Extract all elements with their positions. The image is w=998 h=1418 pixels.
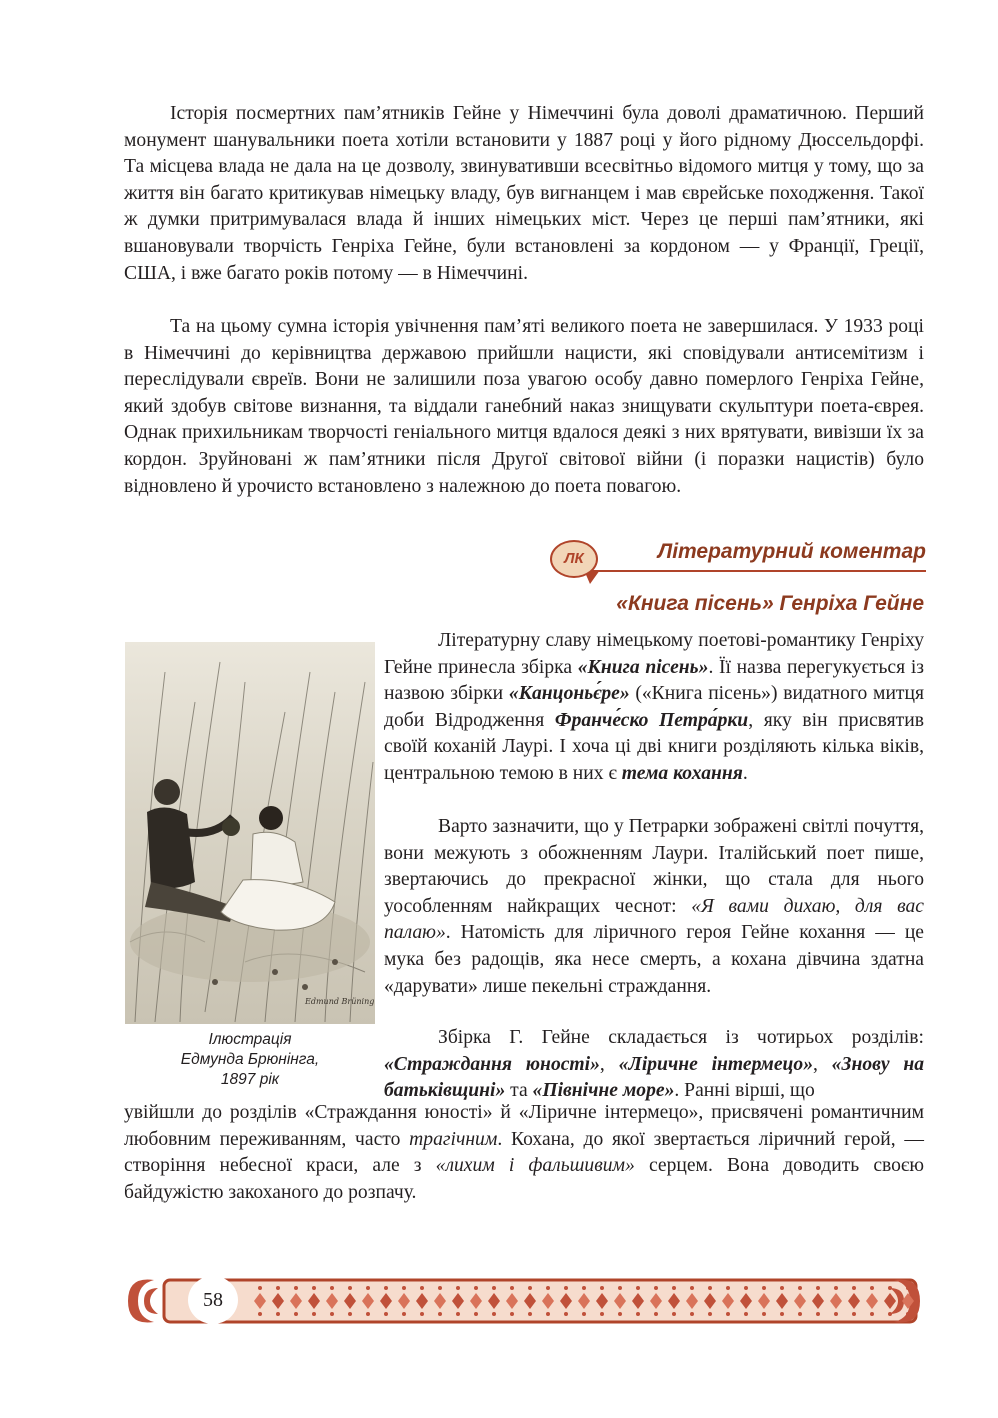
text-run: . Її назва перегукується із назвою збірки [384,656,925,705]
ornament-dot [834,1312,838,1316]
ornament-dot [690,1312,694,1316]
ornament-dot [762,1312,766,1316]
continuation-paragraph [124,1100,924,1206]
ornament-dot [834,1286,838,1290]
emphasis: трагічним [409,1128,498,1150]
text-run: . [742,762,748,784]
author-name: Франче́ско Петра́рки [554,709,749,731]
section-underline [594,570,926,572]
illustration-image [125,642,375,1024]
side-paragraph-3 [384,1025,924,1105]
ornament-dot [546,1286,550,1290]
ornamental-footer [124,1272,924,1330]
ornament-dot [888,1286,892,1290]
text-run: увійшли до розділів «Страждання юності» й «Ліричне інтермецо», присвячені романтичним любовним переживанням, часто [124,1102,924,1150]
ornament-dot [528,1286,532,1290]
ornament-dot [384,1312,388,1316]
theme-term: тема кохання [621,762,743,784]
text-run: , [599,1053,619,1075]
ornament-dot [312,1286,316,1290]
ornament-dot [420,1286,424,1290]
ornament-dot [492,1312,496,1316]
ornament-dot [438,1286,442,1290]
ornament-dot [384,1286,388,1290]
text-run: Варто зазначити, що у Петрарки зображені світлі почуття, вони межують з обожненням Лаури. Італійський поет пише, звертаючись до прекрасної жінки, що стала для нього уособленням найкращих чеснот: [384,816,924,917]
paragraph-1: Історія посмертних пам’ятників Гейне у Німеччині була доволі драматичною. Перший монумент шанувальники поета хотіли встановити у 1887 році у його рідному Дюссельдорфі. Та місцева влада не дала на це дозволу, звинувативши всесвітньо відомого митця у тому, що за життя він багато критикував німецьку владу, був вигнанцем і мав єврейське походження. Такої ж думки притримувалася влада й інших німецьких міст. Через це перші пам’ятники, які вшановували творчість Генріха Гейне, були встановлені за кордоном — у Франції, Греції, США, і вже багато років потому — в Німеччині. [124,103,924,284]
page-number: 58 [188,1276,238,1324]
ornament-dot [852,1312,856,1316]
ornament-dot [816,1312,820,1316]
ornament-dot [600,1286,604,1290]
ornament-dot [258,1312,262,1316]
section-title: Літературний коментар [657,540,926,563]
ornament-dot [258,1286,262,1290]
chapter-title: «Знову на батьківщині» [384,1053,924,1102]
ornament-dot [654,1312,658,1316]
ornament-dot [420,1312,424,1316]
ornament-dot [780,1312,784,1316]
ornament-dot [366,1312,370,1316]
ornament-dot [744,1312,748,1316]
ornament-dot [564,1312,568,1316]
ornament-dot [564,1286,568,1290]
ornament-dot [888,1312,892,1316]
ornament-dot [402,1286,406,1290]
text-run: . Натомість для ліричного героя Гейне кохання — це мука без радощів, яка несе смерть, а кохана дівчина здатна «дарувати» лише пекельні страждання. [384,922,924,997]
ornament-dot [636,1312,640,1316]
ornament-dot [474,1286,478,1290]
side-paragraph-1 [384,628,924,788]
ornament-dot [798,1312,802,1316]
ornament-dot [708,1312,712,1316]
chapter-title: «Страждання юності» [384,1053,600,1075]
text-run: . Ранні вірші, що [674,1080,815,1102]
lk-badge-icon: ЛК [550,540,598,578]
text-run: та [505,1080,533,1102]
artist-signature: Edmund Brüning [305,997,375,1006]
ornament-dot [726,1312,730,1316]
paragraph-2: Та на цьому сумна історія увічнення пам’яті великого поета не завершилася. У 1933 році в Німеччині до керівництва державою прийшли нацисти, які сповідували антисемітизм і переслідували євреїв. Вони не залишили поза увагою особу давно померлого Генріха Гейне, який здобув світове визнання, та віддали ганебний наказ знищувати скульптури поета-єврея. Однак прихильникам творчості геніального митця вдалося деякі з них врятувати, вивізши їх за кордон. Зруйновані ж пам’ятники після Другої світової війни (і поразки нацистів) було відновлено й урочисто встановлено з належною до поета повагою. [124,316,924,497]
ornament-dot [456,1286,460,1290]
ornament-dot [618,1312,622,1316]
ornament-dot [546,1312,550,1316]
caption-line-3: 1897 рік [220,1071,280,1088]
ornament-dot [816,1286,820,1290]
ornament-dot [294,1312,298,1316]
literary-comment-header [550,536,926,592]
ornament-dot [330,1312,334,1316]
ornament-dot [672,1312,676,1316]
ornament-dot [798,1286,802,1290]
ornament-dot [348,1312,352,1316]
ornament-dot [906,1286,910,1290]
ornament-dot [690,1286,694,1290]
ornament-dot [510,1312,514,1316]
ornament-dot [492,1286,496,1290]
ornament-dot [456,1312,460,1316]
text-run: . Кохана, до якої звертається ліричний герой, — створіння небесної краси, але з [124,1128,924,1177]
quote: «лихим і фальшивим» [435,1155,635,1177]
book-title: «Книга пісень» [577,656,709,678]
ornament-dot [870,1286,874,1290]
ornament-dot [672,1286,676,1290]
quote: «Я вами дихаю, для вас палаю» [384,895,924,944]
ornament-dot [744,1286,748,1290]
ornament-dot [330,1286,334,1290]
woman-figure [221,806,335,930]
ornament-dot [852,1286,856,1290]
text-run: , [813,1053,832,1075]
ornament-dot [582,1312,586,1316]
ornament-dot [276,1312,280,1316]
ornament-dot [474,1312,478,1316]
ornament-dot [600,1312,604,1316]
ornament-dot [762,1286,766,1290]
ornament-dot [708,1286,712,1290]
ornament-dot [636,1286,640,1290]
ornament-dot [276,1286,280,1290]
caption-line-2: Едмунда Брюнінга, [180,1051,320,1068]
text-run: Літературну славу німецькому поетові-романтику Генріху Гейне принесла збірка [384,630,924,678]
book-title: «Канцоньє́ре» [508,683,630,705]
ornament-dot [402,1312,406,1316]
ornament-dot [528,1312,532,1316]
ornament-dot [906,1312,910,1316]
ornament-dot [726,1286,730,1290]
text-run: Збірка Г. Гейне складається із чотирьох розділів: [438,1027,924,1048]
caption-line-1: Ілюстрація [208,1031,292,1048]
ornament-dot [312,1312,316,1316]
chapter-title: «Ліричне інтермецо» [618,1053,814,1075]
ornament-dot [780,1286,784,1290]
text-run: («Книга пісень») видатного митця доби Відродження [384,683,924,731]
ornament-dot [618,1286,622,1290]
ornament-dot [294,1286,298,1290]
man-figure [145,779,235,922]
ornament-dot [870,1312,874,1316]
ornament-dot [366,1286,370,1290]
ornament-dot [438,1312,442,1316]
section-subtitle: «Книга пісень» Генріха Гейне [616,592,924,615]
text-run: серцем. Вона доводить своєю байдужістю закоханого до розпачу. [124,1155,924,1203]
ornament-dot [654,1286,658,1290]
illustration-caption [125,1030,375,1090]
illustration-drawing [125,642,375,1024]
side-paragraph-2 [384,814,924,1000]
ornament-dot [582,1286,586,1290]
ornament-dot [510,1286,514,1290]
text-run: , яку він присвятив своїй коханій Лаурі. І хоча ці дві книги розділяють кілька віків, центральною темою в них є [384,709,924,784]
chapter-title: «Північне море» [532,1080,675,1102]
ornament-border [124,1272,924,1330]
ornament-dot [348,1286,352,1290]
